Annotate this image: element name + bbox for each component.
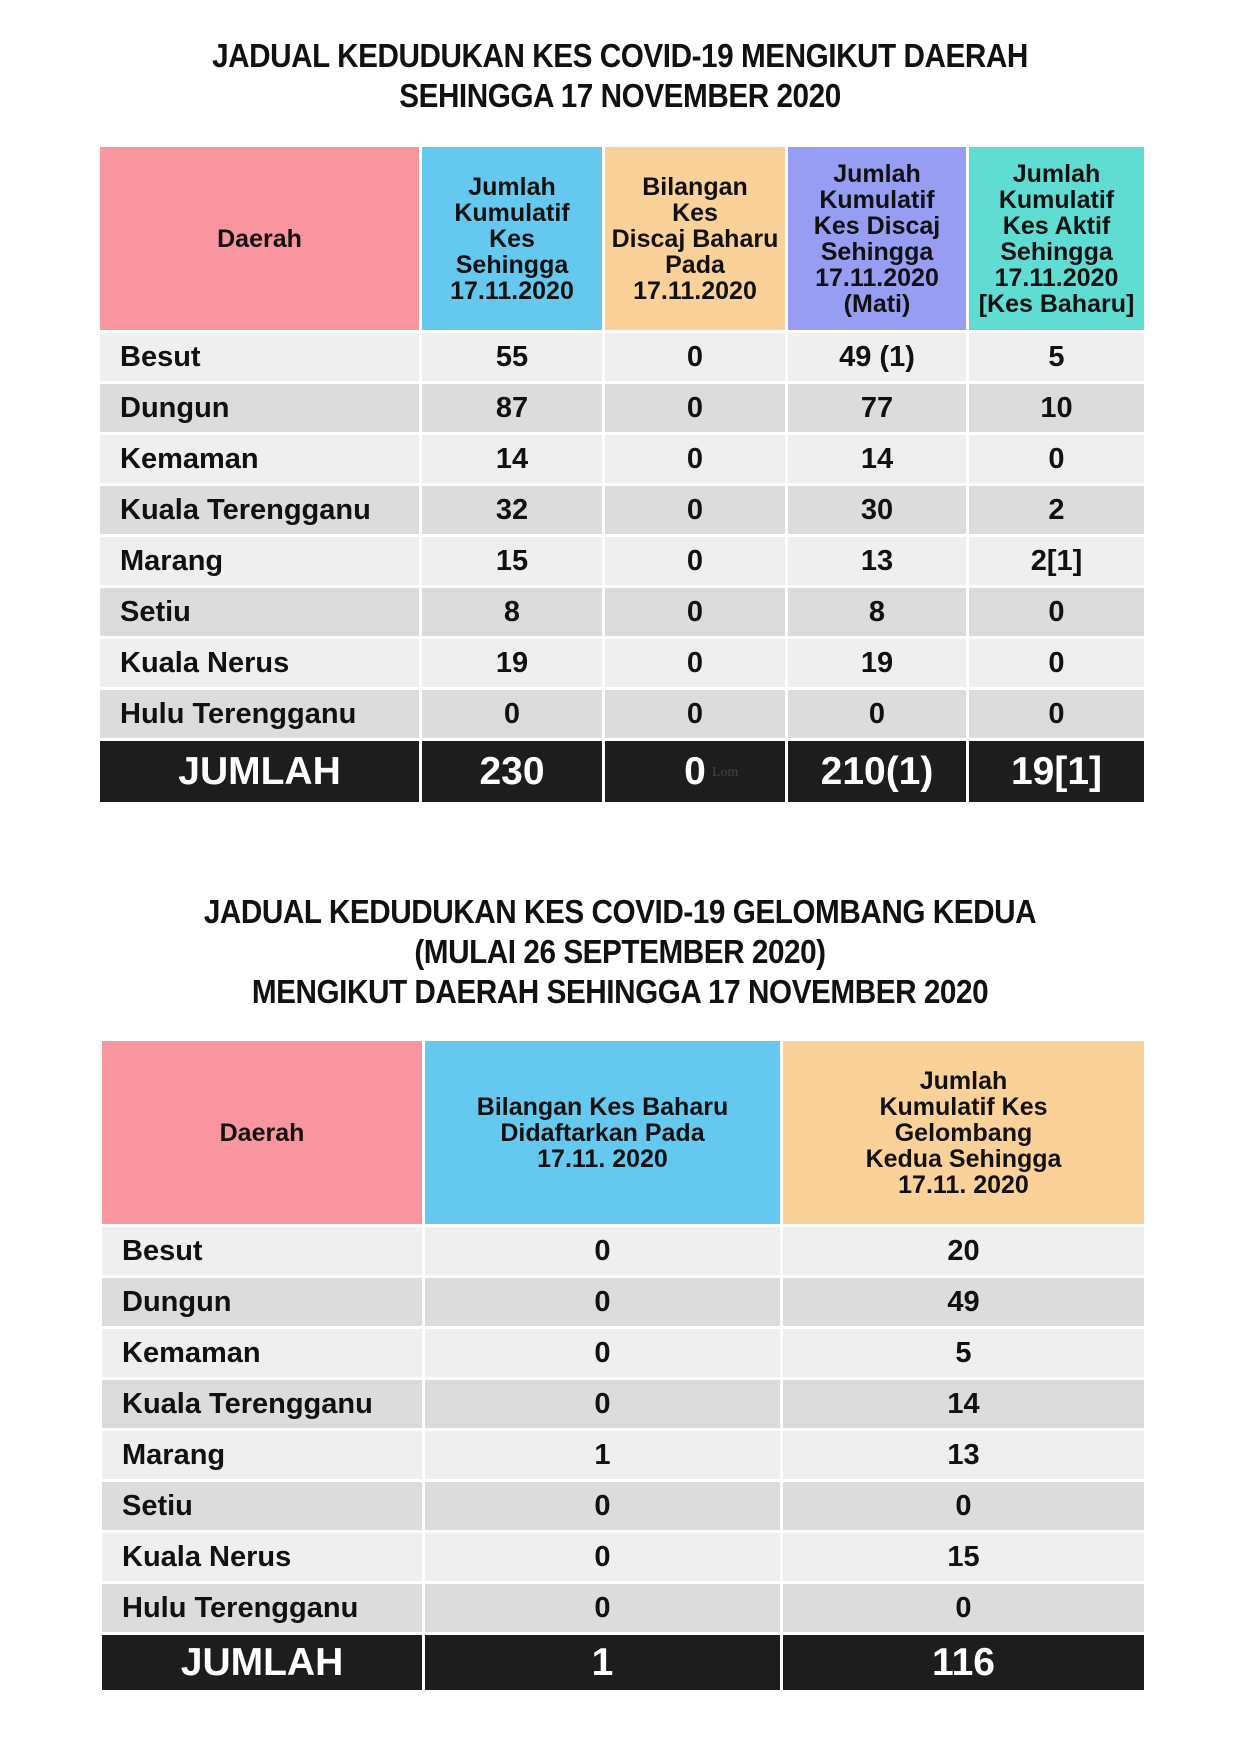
title-line: JADUAL KEDUDUKAN KES COVID-19 GELOMBANG KEDUA: [203, 893, 1037, 930]
cell-value: 19: [421, 638, 604, 689]
cell-value: 0: [604, 638, 787, 689]
table-row: [99, 332, 1146, 383]
header-line: [Kes Baharu]: [978, 289, 1135, 318]
district-name: Kuala Nerus: [99, 638, 421, 689]
table-2-title: [62, 892, 1178, 1012]
column-header: [421, 146, 604, 332]
cell-value: 49 (1): [787, 332, 968, 383]
header-line: Kumulatif: [454, 198, 570, 227]
total-value: 210(1): [787, 740, 968, 804]
header-line: Gelombang: [894, 1118, 1033, 1147]
header-line: Kumulatif: [998, 185, 1115, 214]
cell-value: 5: [968, 332, 1146, 383]
district-name: Kuala Terengganu: [101, 1379, 424, 1430]
cell-value: 8: [421, 587, 604, 638]
header-daerah: [101, 1040, 424, 1226]
header-line: Daerah: [219, 1118, 305, 1147]
cell-value: 0: [421, 689, 604, 740]
table-row: [99, 638, 1146, 689]
cell-value: 0: [604, 536, 787, 587]
total-row: [99, 740, 1146, 804]
total-row: [101, 1634, 1146, 1692]
header-line: Bilangan Kes Baharu: [476, 1092, 729, 1121]
title-line: SEHINGGA 17 NOVEMBER 2020: [399, 77, 841, 114]
cell-value: 0: [968, 689, 1146, 740]
header-line: Bilangan: [642, 172, 748, 201]
district-name: Besut: [99, 332, 421, 383]
cell-value: 0: [604, 689, 787, 740]
table-row: [99, 689, 1146, 740]
cell-value: 0: [424, 1277, 782, 1328]
district-name: Dungun: [99, 383, 421, 434]
cell-value: 2[1]: [968, 536, 1146, 587]
total-value: 116: [782, 1634, 1146, 1692]
total-value: 230: [421, 740, 604, 804]
header-line: (Mati): [843, 289, 911, 318]
table-row: [99, 434, 1146, 485]
cell-value: 0: [604, 332, 787, 383]
header-line: Kumulatif: [819, 185, 935, 214]
header-line: Kes Discaj: [813, 211, 941, 240]
cell-value: 8: [787, 587, 968, 638]
table-row: [101, 1430, 1146, 1481]
cell-value: 14: [421, 434, 604, 485]
district-name: Marang: [99, 536, 421, 587]
column-header: [604, 146, 787, 332]
stray-mark: Lom: [712, 765, 739, 780]
cell-value: 0: [424, 1532, 782, 1583]
table-row: [101, 1583, 1146, 1634]
header-daerah: [99, 146, 421, 332]
cell-value: 55: [421, 332, 604, 383]
cell-value: 0: [604, 434, 787, 485]
district-name: Hulu Terengganu: [99, 689, 421, 740]
cell-value: 49: [782, 1277, 1146, 1328]
district-name: Marang: [101, 1430, 424, 1481]
second-wave-table: [99, 1038, 1147, 1693]
district-name: Kemaman: [99, 434, 421, 485]
title-line: JADUAL KEDUDUKAN KES COVID-19 MENGIKUT DAERAH: [212, 37, 1028, 74]
cell-value: 30: [787, 485, 968, 536]
header-line: Didaftarkan Pada: [500, 1118, 705, 1147]
cell-value: 0: [782, 1583, 1146, 1634]
header-line: Kedua Sehingga: [865, 1144, 1062, 1173]
cell-value: 14: [782, 1379, 1146, 1430]
header-line: Sehingga: [820, 237, 934, 266]
cell-value: 20: [782, 1226, 1146, 1277]
district-name: Setiu: [101, 1481, 424, 1532]
header-line: Daerah: [217, 224, 302, 253]
header-line: 17.11.2020: [815, 263, 939, 292]
cell-value: 32: [421, 485, 604, 536]
table-row: [101, 1328, 1146, 1379]
total-value: 19[1]: [968, 740, 1146, 804]
cell-value: 0: [424, 1328, 782, 1379]
cell-value: 0: [968, 587, 1146, 638]
table-row: [99, 587, 1146, 638]
header-line: Jumlah: [919, 1066, 1008, 1095]
table-row: [99, 383, 1146, 434]
district-name: Setiu: [99, 587, 421, 638]
cell-value: 0: [787, 689, 968, 740]
header-line: Jumlah: [833, 159, 921, 188]
title-line: (MULAI 26 SEPTEMBER 2020): [414, 933, 826, 970]
table-row: [101, 1379, 1146, 1430]
column-header: [424, 1040, 782, 1226]
district-name: Dungun: [101, 1277, 424, 1328]
district-name: Kuala Nerus: [101, 1532, 424, 1583]
title-line: MENGIKUT DAERAH SEHINGGA 17 NOVEMBER 2020: [251, 973, 989, 1010]
column-header: [787, 146, 968, 332]
cell-value: 13: [782, 1430, 1146, 1481]
total-label: JUMLAH: [101, 1634, 424, 1692]
cell-value: 10: [968, 383, 1146, 434]
district-cases-table: [97, 144, 1147, 805]
header-line: Pada: [665, 250, 725, 279]
total-label: JUMLAH: [99, 740, 421, 804]
cell-value: 19: [787, 638, 968, 689]
header-line: Sehingga: [1000, 237, 1113, 266]
cell-value: 0: [424, 1226, 782, 1277]
district-name: Kemaman: [101, 1328, 424, 1379]
cell-value: 5: [782, 1328, 1146, 1379]
total-value: 1: [424, 1634, 782, 1692]
district-name: Kuala Terengganu: [99, 485, 421, 536]
header-line: Kes Aktif: [1002, 211, 1111, 240]
cell-value: 0: [424, 1379, 782, 1430]
cell-value: 1: [424, 1430, 782, 1481]
header-line: Sehingga: [455, 250, 569, 279]
cell-value: 2: [968, 485, 1146, 536]
header-line: Discaj Baharu: [611, 224, 779, 253]
table-row: [99, 536, 1146, 587]
header-line: 17.11.2020: [633, 276, 757, 305]
cell-value: 15: [421, 536, 604, 587]
table-row: [101, 1481, 1146, 1532]
cell-value: 15: [782, 1532, 1146, 1583]
header-line: Kes: [672, 198, 718, 227]
cell-value: 77: [787, 383, 968, 434]
cell-value: 0: [604, 587, 787, 638]
column-header: [968, 146, 1146, 332]
cell-value: 13: [787, 536, 968, 587]
table-row: [99, 485, 1146, 536]
header-line: Jumlah: [1012, 159, 1101, 188]
total-value: 0: [604, 740, 787, 804]
header-line: Kes: [489, 224, 535, 253]
header-line: 17.11.2020: [994, 263, 1119, 292]
cell-value: 0: [782, 1481, 1146, 1532]
column-header: [782, 1040, 1146, 1226]
header-line: 17.11. 2020: [898, 1170, 1029, 1199]
district-name: Hulu Terengganu: [101, 1583, 424, 1634]
cell-value: 0: [424, 1583, 782, 1634]
table-row: [101, 1226, 1146, 1277]
table-row: [101, 1532, 1146, 1583]
cell-value: 0: [604, 383, 787, 434]
cell-value: 14: [787, 434, 968, 485]
header-line: 17.11.2020: [450, 276, 574, 305]
cell-value: 0: [604, 485, 787, 536]
table-1-title: [62, 36, 1178, 116]
header-line: Kumulatif Kes: [879, 1092, 1048, 1121]
cell-value: 0: [424, 1481, 782, 1532]
table-row: [101, 1277, 1146, 1328]
header-line: 17.11. 2020: [537, 1144, 668, 1173]
cell-value: 0: [968, 638, 1146, 689]
cell-value: 0: [968, 434, 1146, 485]
header-line: Jumlah: [468, 172, 556, 201]
district-name: Besut: [101, 1226, 424, 1277]
cell-value: 87: [421, 383, 604, 434]
